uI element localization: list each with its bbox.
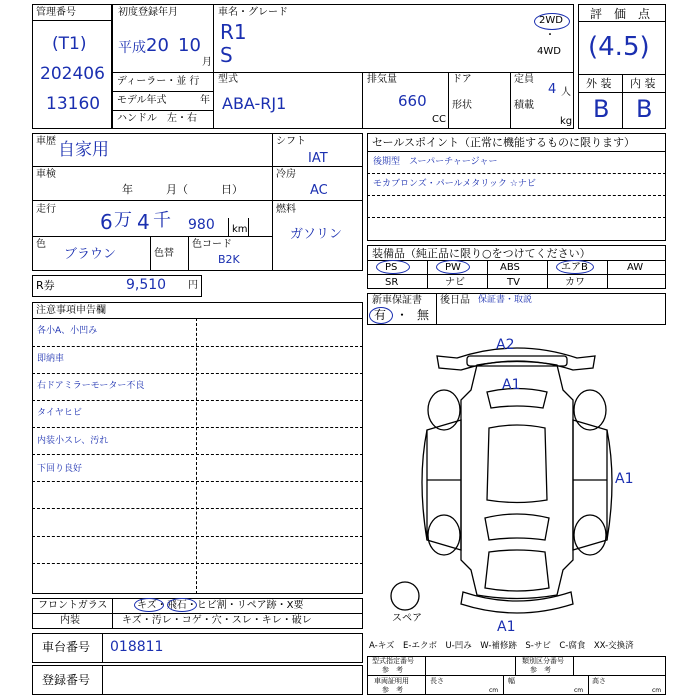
length-unit: cm (489, 687, 499, 694)
equip-aw: AW (627, 262, 644, 273)
warranty-label: 新車保証書 (372, 295, 422, 306)
shift-label: シフト (276, 136, 306, 147)
displacement-value: 660 (398, 92, 427, 110)
damage-legend: A-キズ E-エクボ U-凹み W-補修跡 S-サビ C-腐食 XX-交換済 (369, 641, 634, 651)
docs-label: 後日品 (440, 295, 470, 306)
r-ticket-box (32, 275, 202, 297)
history-label: 車歴 (36, 136, 56, 147)
interior-grade: B (636, 95, 653, 123)
model-year-label: モデル年式 (117, 95, 167, 106)
reg-label: 登録番号 (42, 673, 91, 687)
equip-ps-circle (376, 260, 410, 274)
glass-circle-kizu (134, 598, 164, 612)
mileage-rest: 980 (188, 217, 215, 233)
interior-label: 内 装 (630, 77, 656, 90)
warranty-no: 無 (417, 308, 430, 322)
type-cert-sub: 参 考 (382, 666, 403, 674)
sales-label: セールスポイント（正常に機能するものに限ります） (372, 136, 636, 149)
equip-abs: ABS (500, 262, 520, 273)
mileage-1k: 4 (137, 210, 150, 234)
door-label: ドア (452, 74, 472, 85)
shape-label: 形状 (452, 100, 472, 111)
exterior-label: 外 装 (586, 77, 612, 90)
control-number-line3: 13160 (46, 94, 101, 114)
mileage-label: 走行 (36, 204, 56, 215)
inner-value: キズ・汚レ・コゲ・穴・スレ・キレ・破レ (122, 615, 312, 626)
ac-value: AC (310, 183, 328, 198)
dealer-label: ディーラー・並 行 (117, 76, 200, 87)
load-label: 積載 (514, 100, 534, 111)
note-item: 各小A、小凹み (37, 326, 98, 336)
drive-4wd: 4WD (537, 46, 561, 57)
ac-label: 冷房 (276, 169, 296, 180)
eval-score: (4.5) (588, 32, 650, 62)
eval-label: 評 価 点 (590, 7, 651, 21)
notes-label: 注意事項申告欄 (36, 305, 106, 316)
front-glass-label: フロントガラス (38, 600, 108, 611)
capacity-value: 4 (548, 82, 557, 97)
chassis-label: 車台番号 (42, 640, 91, 654)
docs-value: 保証書・取説 (478, 295, 533, 305)
load-unit: kg (560, 116, 573, 127)
control-number-label: 管理番号 (36, 7, 76, 18)
damage-mark-front-bumper: A1 (497, 619, 516, 635)
equipment-label: 装備品（純正品に限り○をつけてください） (372, 247, 591, 260)
glass-circle-tobiishi (167, 598, 197, 612)
spare-label: スペア (392, 613, 422, 624)
height-unit: cm (652, 687, 662, 694)
car-name-label: 車名・グレード (218, 7, 288, 18)
handle-label: ハンドル 左・右 (117, 113, 197, 124)
sales-line: モカブロンズ・パールメタリック ☆ナビ (373, 179, 536, 189)
equip-navi: ナビ (445, 277, 465, 288)
note-item: 右ドアミラーモーター不良 (37, 381, 145, 391)
equip-airbag: エアB (561, 262, 588, 273)
warranty-yes: 有 (374, 308, 387, 322)
shift-value: IAT (308, 151, 328, 166)
height-label: 高さ (592, 677, 606, 685)
exterior-grade: B (593, 95, 610, 123)
color-value: ブラウン (64, 247, 117, 262)
color-code-value: B2K (218, 253, 240, 266)
class-sub: 参 考 (530, 666, 551, 674)
fuel-label: 燃料 (276, 204, 296, 215)
equip-pw: PW (445, 262, 461, 273)
grade: S (220, 43, 233, 67)
capacity-unit: 人 (561, 87, 571, 98)
control-number-line1: (T1) (52, 34, 87, 54)
front-glass-value: キズ・飛石・ヒビ割・リペア跡・X要 (137, 600, 304, 611)
mileage-10k: 6 (100, 210, 113, 234)
width-unit: cm (574, 687, 584, 694)
inner-label: 内装 (60, 615, 80, 626)
class-label: 類別区分番号 (522, 657, 564, 665)
first-reg-label: 初度登録年月 (118, 7, 178, 18)
month-unit: 月 (202, 57, 212, 68)
inspection-label: 車検 (36, 169, 56, 180)
cc-unit: CC (432, 114, 446, 125)
equip-airbag-circle (556, 260, 594, 274)
chassis-value: 018811 (110, 639, 164, 655)
era: 平成 (118, 40, 146, 56)
color-label: 色 (36, 239, 46, 250)
color-code-label: 色コード (192, 239, 232, 250)
equip-ps: PS (385, 262, 398, 273)
note-item: 下回り良好 (37, 464, 83, 474)
drive-dot: ・ (545, 30, 555, 41)
damage-mark-rear-bumper: A2 (496, 337, 515, 353)
equip-tv: TV (507, 277, 520, 288)
history-value: 自家用 (58, 140, 109, 160)
type-cert-label: 型式指定番号 (372, 657, 414, 665)
length-label: 長さ (430, 677, 444, 685)
displacement-label: 排気量 (367, 74, 397, 85)
sales-line: 後期型 スーパーチャージャー (373, 157, 498, 167)
first-reg-month: 10 (178, 35, 201, 56)
r-ticket-unit: 円 (188, 280, 198, 291)
capacity-label: 定員 (514, 74, 534, 85)
drive-2wd: 2WD (539, 15, 563, 26)
fuel-value: ガソリン (290, 227, 343, 242)
equip-sr: SR (385, 277, 399, 288)
note-item: 内装小スレ、汚れ (37, 436, 109, 446)
model-year-unit: 年 (200, 95, 210, 106)
color-change-label: 色替 (154, 248, 174, 259)
equip-leather: カワ (565, 277, 585, 288)
note-item: 即納車 (37, 354, 65, 364)
type-value: ABA-RJ1 (222, 94, 287, 113)
first-reg-year: 20 (146, 35, 169, 56)
type-label: 型式 (218, 74, 238, 85)
damage-mark-right-side: A1 (615, 471, 634, 487)
man-unit: 万 (114, 210, 132, 231)
damage-mark-rear-window: A1 (502, 377, 521, 393)
r-ticket-value: 9,510 (126, 277, 167, 293)
width-label: 幅 (508, 677, 515, 685)
r-ticket-label: R券 (36, 279, 55, 292)
vehicle-cert-sub: 参 考 (382, 686, 403, 694)
equip-pw-circle (436, 260, 470, 274)
car-name: R1 (220, 20, 247, 44)
note-item: タイヤヒビ (37, 408, 82, 418)
control-number-line2: 202406 (40, 64, 105, 84)
inspection-value: 年 月（ 日） (122, 183, 243, 196)
sen-unit: 千 (153, 210, 171, 231)
warranty-sep: ・ (396, 308, 409, 322)
km-unit: km (232, 224, 248, 235)
vehicle-cert-label: 車両証明用 (374, 677, 409, 685)
